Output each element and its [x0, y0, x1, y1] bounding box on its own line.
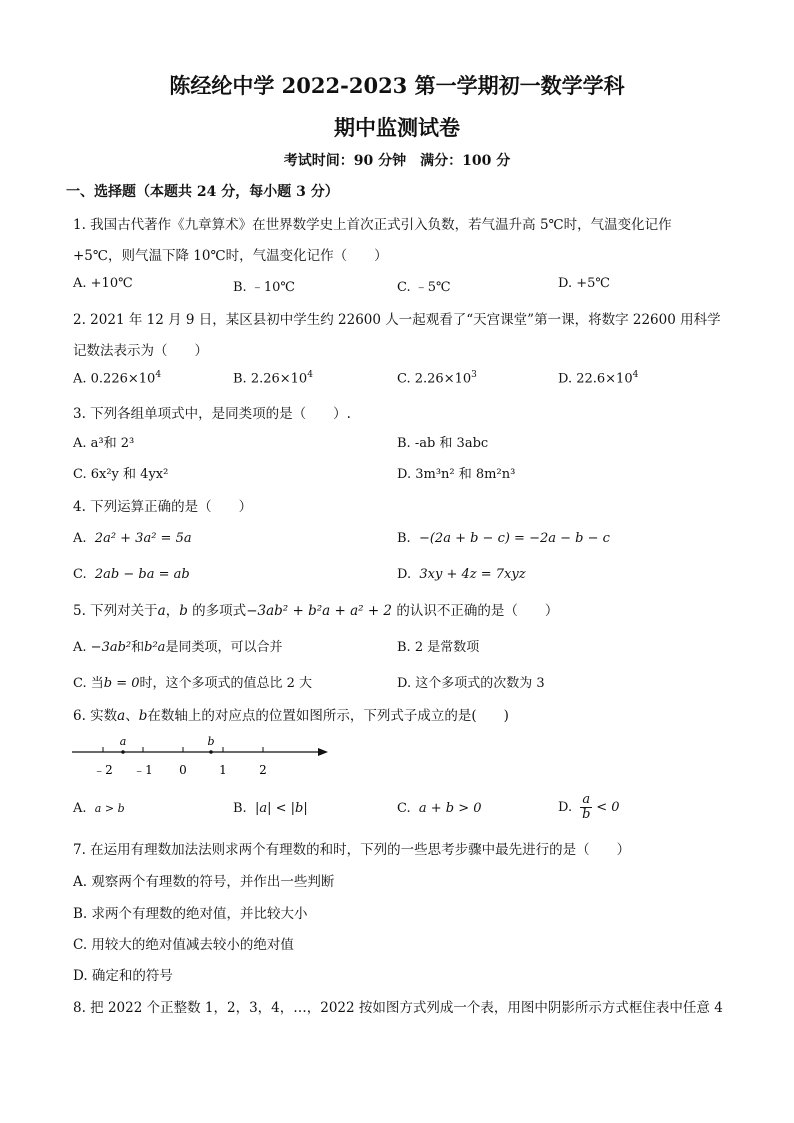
q2-option-a: A. $0.226\times 10^4$: [73, 370, 162, 387]
q2-line2: 记数法表示为（ ）: [73, 343, 208, 359]
exam-info: 考试时间：90 分钟 满分：100 分: [283, 153, 511, 169]
q1-option-c: C. ﹣5℃: [397, 280, 451, 295]
q3-option-a: A. a³和 2³: [73, 436, 135, 451]
section-heading: 一、选择题（本题共 24 分，每小题 3 分）: [66, 184, 339, 200]
q2-option-b: B. $2.26\times 10^4$: [233, 370, 313, 387]
q3-option-b: B. -ab 和 3abc: [397, 436, 489, 451]
exam-subtitle: 期中监测试卷: [334, 115, 460, 140]
q3-option-d: D. 3m³n² 和 8m²n³: [397, 467, 516, 482]
q5-option-c: C. 当b = 0时，这个多项式的值总比 2 大: [73, 676, 313, 691]
q6-option-d: D. $\frac{a}{b}$ < 0: [558, 792, 620, 822]
q7-option-c: C. 用较大的绝对值减去较小的绝对值: [73, 937, 294, 953]
tick-label-0: 0: [179, 763, 187, 777]
q6-option-b: B. |a| < |b|: [233, 801, 308, 816]
number-line-figure: [66, 730, 336, 780]
q3-stem: 3. 下列各组单项式中，是同类项的是（ ）.: [73, 406, 351, 422]
q4-option-d: D. 3xy + 4z = 7xyz: [397, 567, 526, 582]
q5-stem: 5. 下列对关于a，b 的多项式−3ab² + b²a + a² + 2 的认识不正确的是（ ）: [73, 603, 559, 619]
q6-option-c: C. a + b > 0: [397, 801, 482, 816]
q1-option-a: A. +10℃: [73, 276, 133, 291]
q7-option-b: B. 求两个有理数的绝对值，并比较大小: [73, 906, 308, 922]
q7-option-d: D. 确定和的符号: [73, 968, 173, 984]
tick-label-1: 1: [219, 763, 227, 777]
q1-option-b: B. ﹣10℃: [233, 280, 295, 295]
q7-option-a: A. 观察两个有理数的符号，并作出一些判断: [73, 874, 335, 890]
tick-label-neg2: ﹣2: [93, 763, 113, 777]
q4-option-a: A. 2a² + 3a² = 5a: [73, 531, 192, 546]
q2-line1: 2. 2021 年 12 月 9 日，某区县初中学生约 22600 人一起观看了“天宫课堂”第一课，将数字 22600 用科学: [73, 312, 721, 328]
tick-label-neg1: ﹣1: [133, 763, 153, 777]
number-line-arrow: [318, 748, 328, 756]
q2-option-d: D. $22.6\times 10^4$: [558, 370, 639, 387]
point-a-dot: [121, 750, 125, 754]
q1-line1: 1. 我国古代著作《九章算术》在世界数学史上首次正式引入负数，若气温升高 5℃时，气温变化记作: [73, 217, 672, 233]
q2-option-c: C. $2.26\times 10^3$: [397, 370, 477, 387]
q6-option-a: A. a > b: [73, 801, 125, 816]
q4-option-b: B. −(2a + b − c) = −2a − b − c: [397, 531, 610, 546]
q3-option-c: C. 6x²y 和 4yx²: [73, 467, 169, 482]
exam-title: 陈经纶中学 2022-2023 第一学期初一数学学科: [169, 73, 625, 98]
q8-line1: 8. 把 2022 个正整数 1，2，3，4，…，2022 按如图方式列成一个表，用图中阴影所示方式框住表中任意 4: [73, 1000, 723, 1016]
q5-option-b: B. 2 是常数项: [397, 640, 480, 655]
q6-stem: 6. 实数a、b在数轴上的对应点的位置如图所示，下列式子成立的是( ): [73, 708, 509, 724]
q5-option-a: A. −3ab²和b²a是同类项，可以合并: [73, 640, 283, 655]
q4-option-c: C. 2ab − ba = ab: [73, 567, 190, 582]
q1-line2: +5℃，则气温下降 10℃时，气温变化记作（ ）: [73, 248, 388, 264]
fraction-a-over-b: $\frac{a}{b}$: [582, 792, 591, 822]
point-b-dot: [209, 750, 213, 754]
point-b-label: b: [207, 735, 215, 748]
point-a-label: a: [119, 735, 127, 748]
q4-stem: 4. 下列运算正确的是（ ）: [73, 499, 253, 515]
tick-label-2: 2: [259, 763, 267, 777]
q5-option-d: D. 这个多项式的次数为 3: [397, 676, 545, 691]
q1-option-d: D. +5℃: [558, 276, 610, 291]
q7-stem: 7. 在运用有理数加法法则求两个有理数的和时，下列的一些思考步骤中最先进行的是（ ）: [73, 842, 631, 858]
